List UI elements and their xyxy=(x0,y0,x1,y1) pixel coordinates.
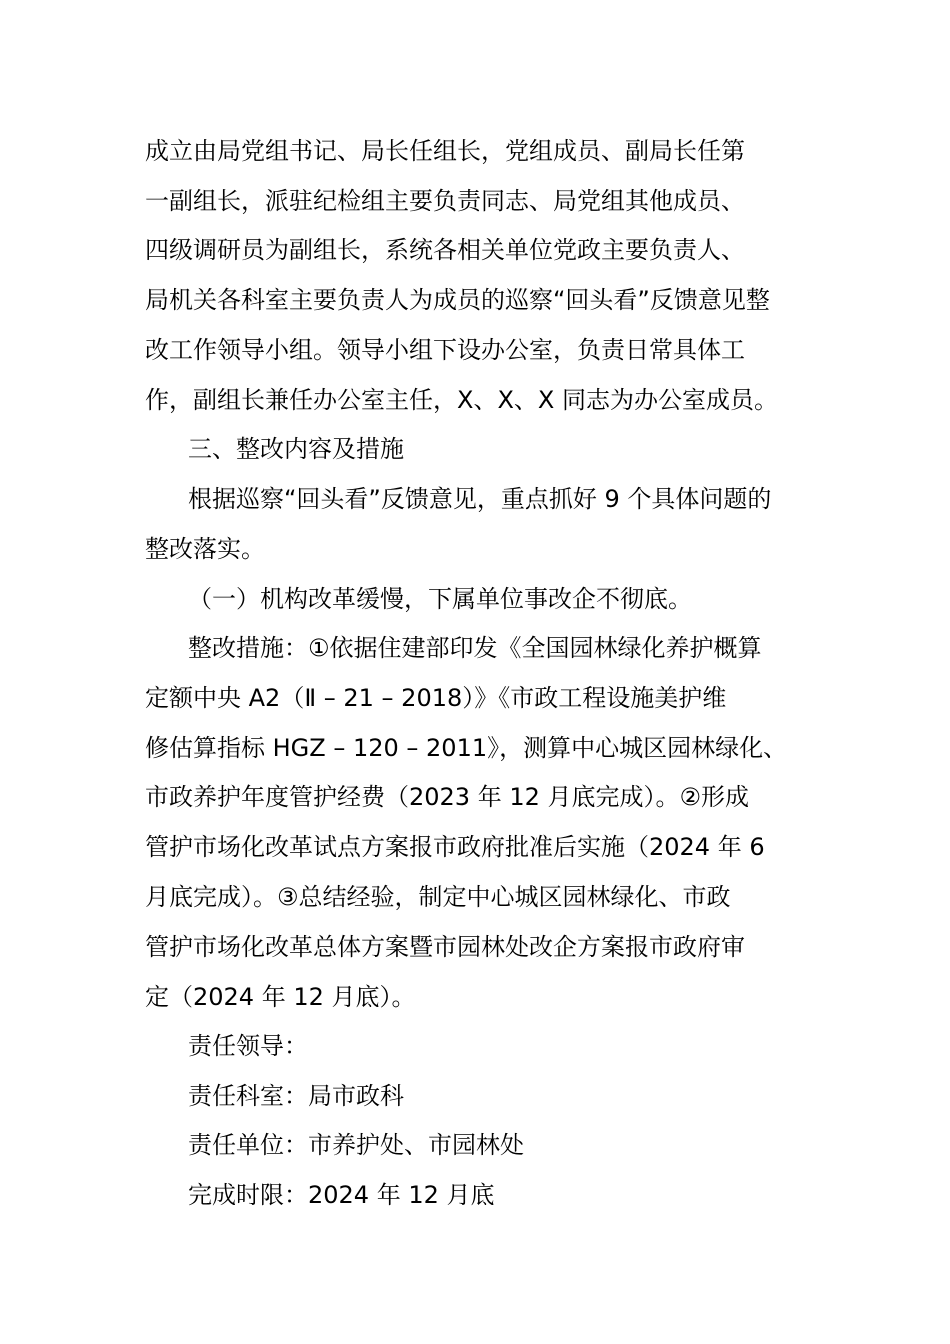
responsible-unit-line: 责任单位：市养护处、市园林处 xyxy=(188,1131,524,1159)
body-text-line: 根据巡察“回头看”反馈意见，重点抓好 9 个具体问题的 xyxy=(188,485,772,513)
subsection-heading: （一）机构改革缓慢，下属单位事改企不彻底。 xyxy=(188,585,692,613)
responsible-department-line: 责任科室：局市政科 xyxy=(188,1082,404,1110)
body-text-line: 市政养护年度管护经费（2023 年 12 月底完成）。②形成 xyxy=(145,783,750,811)
body-text-line: 四级调研员为副组长，系统各相关单位党政主要负责人、 xyxy=(145,236,745,264)
body-text-line: 管护市场化改革试点方案报市政府批准后实施（2024 年 6 xyxy=(145,833,765,861)
body-text-line: 定（2024 年 12 月底）。 xyxy=(145,983,416,1011)
body-text-line: 成立由局党组书记、局长任组长，党组成员、副局长任第 xyxy=(145,137,745,165)
body-text-line: 定额中央 A2（Ⅱ – 21 – 2018）》《市政工程设施美护维 xyxy=(145,684,727,712)
responsible-leader-line: 责任领导： xyxy=(188,1032,308,1060)
body-text-line: 整改落实。 xyxy=(145,535,265,563)
section-heading: 三、整改内容及措施 xyxy=(188,435,404,463)
deadline-line: 完成时限：2024 年 12 月底 xyxy=(188,1181,495,1209)
body-text-line: 一副组长，派驻纪检组主要负责同志、局党组其他成员、 xyxy=(145,187,745,215)
body-text-line: 局机关各科室主要负责人为成员的巡察“回头看”反馈意见整 xyxy=(145,286,770,314)
body-text-line: 整改措施：①依据住建部印发《全国园林绿化养护概算 xyxy=(188,634,762,662)
body-text-line: 月底完成）。③总结经验，制定中心城区园林绿化、市政 xyxy=(145,883,731,911)
body-text-line: 改工作领导小组。领导小组下设办公室，负责日常具体工 xyxy=(145,336,745,364)
body-text-line: 修估算指标 HGZ – 120 – 2011》，测算中心城区园林绿化、 xyxy=(145,734,788,762)
body-text-line: 管护市场化改革总体方案暨市园林处改企方案报市政府审 xyxy=(145,933,745,961)
body-text-line: 作，副组长兼任办公室主任，X、X、X 同志为办公室成员。 xyxy=(145,386,778,414)
